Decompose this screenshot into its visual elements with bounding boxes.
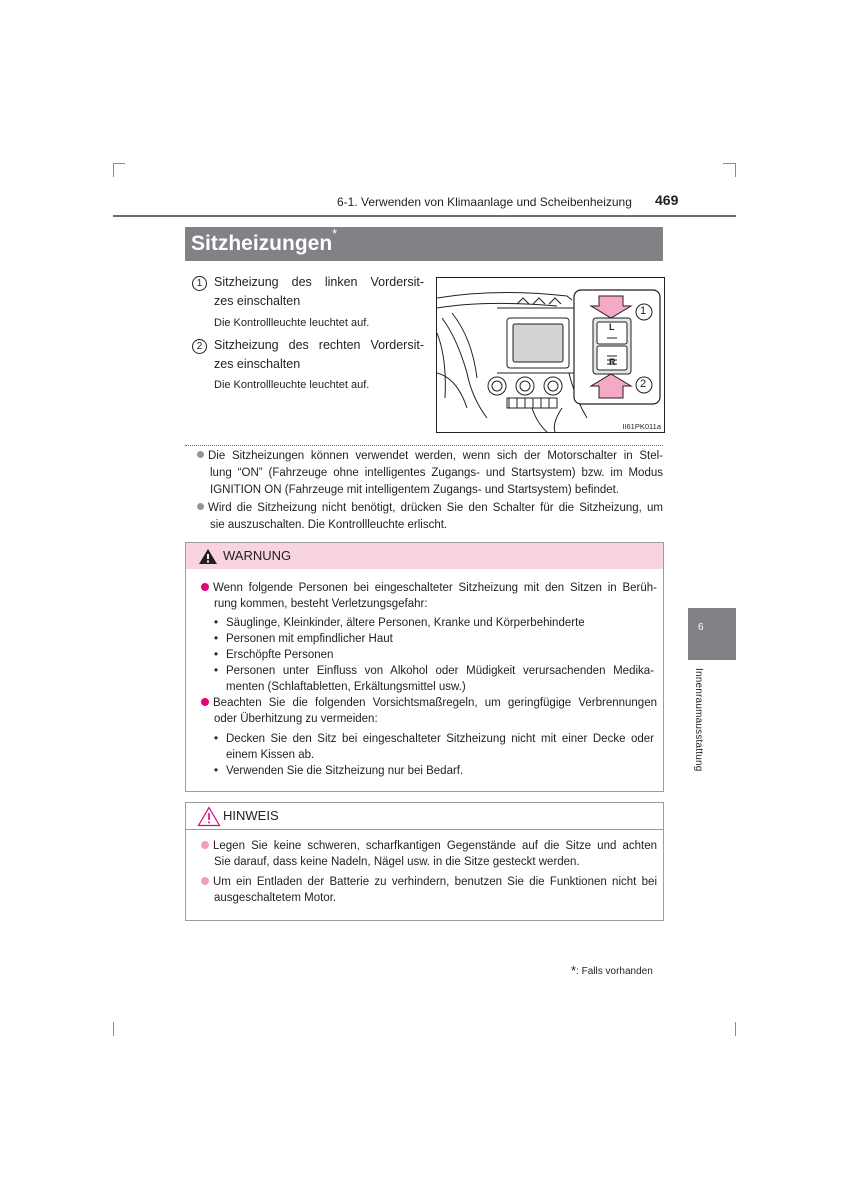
warning-p1-line2: rung kommen, besteht Verletzungsgefahr: <box>214 598 428 610</box>
warning-sub1-item1: Säuglinge, Kleinkinder, ältere Personen, Kranke und Körperbehinderte <box>226 617 585 629</box>
warning-p2-line1: Beachten Sie die folgenden Vorsichtsmaßregeln, um geringfügige Verbrennungen <box>213 697 657 709</box>
chapter-tab-label: Innenraumausstattung <box>693 668 704 772</box>
item-2-line2: zes einschalten <box>214 357 301 371</box>
dashboard-illustration <box>437 278 664 432</box>
note-1-line2: lung “ON” (Fahrzeuge ohne intelligentes Zugangs- und Startsystem) bzw. im Modus <box>210 467 663 479</box>
chapter-tab <box>688 608 736 660</box>
note-2 <box>197 500 663 534</box>
warning-p2-line2: oder Überhitzung zu vermeiden: <box>214 713 378 725</box>
chapter-tab-number: 6 <box>698 622 704 633</box>
hint-p1-line1: Legen Sie keine schweren, scharfkantigen Gegenstände auf die Sitze und achten <box>213 840 657 852</box>
note-1-line3: IGNITION ON (Fahrzeuge mit intelligentem Zugangs- und Startsystem) befindet. <box>210 484 620 496</box>
warning-triangle-icon <box>198 548 218 565</box>
footnote-marker: * <box>571 963 577 978</box>
item-2-note: Die Kontrollleuchte leuchtet auf. <box>214 379 370 391</box>
warning-sub2-item2: Verwenden Sie die Sitzheizung nur bei Bedarf. <box>226 765 464 777</box>
hint-header <box>186 803 663 830</box>
note-1 <box>197 448 663 499</box>
crop-mark-top-left-h <box>113 163 125 164</box>
warning-header <box>186 543 663 569</box>
dashboard-figure <box>436 277 665 433</box>
warning-sub2-item1-cont: einem Kissen ab. <box>226 749 315 761</box>
hint-para-2 <box>201 874 657 906</box>
switch-label-left: L <box>609 322 615 332</box>
gray-bullet-icon <box>197 503 204 510</box>
warning-sub1-item3: Erschöpfte Personen <box>226 649 334 661</box>
section-header: 6-1. Verwenden von Klimaanlage und Scheibenheizung <box>337 195 632 209</box>
item-2-line1: Sitzheizung des rechten Vordersit- <box>214 338 424 352</box>
warning-sub1-item4-cont: menten (Schlaftabletten, Erkältungsmittel usw.) <box>226 681 466 693</box>
crop-mark-bottom-right <box>735 1022 736 1036</box>
hint-p1-line2: Sie darauf, dass keine Nadeln, Nägel usw. in die Sitze gesteckt werden. <box>214 856 580 868</box>
item-1 <box>192 273 424 313</box>
note-2-line1: Wird die Sitzheizung nicht benötigt, drücken Sie den Schalter für die Sitzheizung, um <box>208 502 663 514</box>
warning-sub2-item1: Decken Sie den Sitz bei eingeschalteter Sitzheizung nicht mit einer Decke oder <box>226 733 654 745</box>
title-asterisk: * <box>332 226 338 241</box>
header-rule <box>113 215 736 217</box>
callout-1: 1 <box>640 305 647 317</box>
warning-sub1-item2: Personen mit empfindlicher Haut <box>226 633 393 645</box>
pink-bullet-icon <box>201 877 209 885</box>
pink-bullet-icon <box>201 841 209 849</box>
hint-para-1 <box>201 838 657 870</box>
warning-p1-line1: Wenn folgende Personen bei eingeschalteter Sitzheizung mit den Sitzen in Berüh- <box>213 582 657 594</box>
title-text: Sitzheizungen <box>191 232 333 255</box>
warning-sublist-1: • Säuglinge, Kleinkinder, ältere Personen, Kranke und Körperbehinderte • Personen mit empfindlicher Haut • Erschöpfte Personen • Personen unter Einfluss von Alkohol oder Müdigkeit verursachenden Medika- menten (Schlaftabletten, Erkältungsmittel usw.) <box>214 617 654 693</box>
crop-mark-top-right-v <box>735 163 736 177</box>
footnote-text: : Falls vorhanden <box>576 966 653 977</box>
warning-para-2 <box>201 695 657 727</box>
page-title <box>191 226 338 256</box>
magenta-bullet-icon <box>201 698 209 706</box>
note-2-line2: sie auszuschalten. Die Kontrollleuchte erlischt. <box>210 519 448 531</box>
callout-2: 2 <box>640 378 647 390</box>
hint-heading: HINWEIS <box>223 808 279 823</box>
warning-para-1 <box>201 580 657 612</box>
item-2-number: 2 <box>192 339 207 354</box>
warning-sub1-item4: Personen unter Einfluss von Alkohol oder Müdigkeit verursachenden Medika- <box>226 665 654 677</box>
warning-sublist-2: • Decken Sie den Sitz bei eingeschalteter Sitzheizung nicht mit einer Decke oder einem Kissen ab. • Verwenden Sie die Sitzheizung nur bei Bedarf. <box>214 733 654 777</box>
crop-mark-bottom-left <box>113 1022 114 1036</box>
warning-box <box>185 542 664 792</box>
footnote <box>571 962 653 977</box>
notes-rule <box>185 445 663 446</box>
magenta-bullet-icon <box>201 583 209 591</box>
hint-p2-line2: ausgeschaltetem Motor. <box>214 892 337 904</box>
caution-triangle-icon <box>197 806 221 827</box>
item-1-number: 1 <box>192 276 207 291</box>
item-1-line2: zes einschalten <box>214 294 301 308</box>
page-number: 469 <box>655 192 679 208</box>
item-1-line1: Sitzheizung des linken Vordersit- <box>214 275 424 289</box>
figure-code: II61PK011a <box>622 422 661 431</box>
crop-mark-top-right-h <box>723 163 735 164</box>
warning-heading: WARNUNG <box>223 548 292 563</box>
item-2 <box>192 336 424 376</box>
hint-box <box>185 802 664 921</box>
switch-label-right: R <box>609 357 616 367</box>
hint-p2-line1: Um ein Entladen der Batterie zu verhindern, benutzen Sie die Funktionen nicht bei <box>213 876 657 888</box>
note-1-line1: Die Sitzheizungen können verwendet werden, wenn sich der Motorschalter in Stel- <box>208 450 663 462</box>
gray-bullet-icon <box>197 451 204 458</box>
title-bar <box>185 227 663 261</box>
item-1-note: Die Kontrollleuchte leuchtet auf. <box>214 317 370 329</box>
crop-mark-top-left-v <box>113 163 114 177</box>
